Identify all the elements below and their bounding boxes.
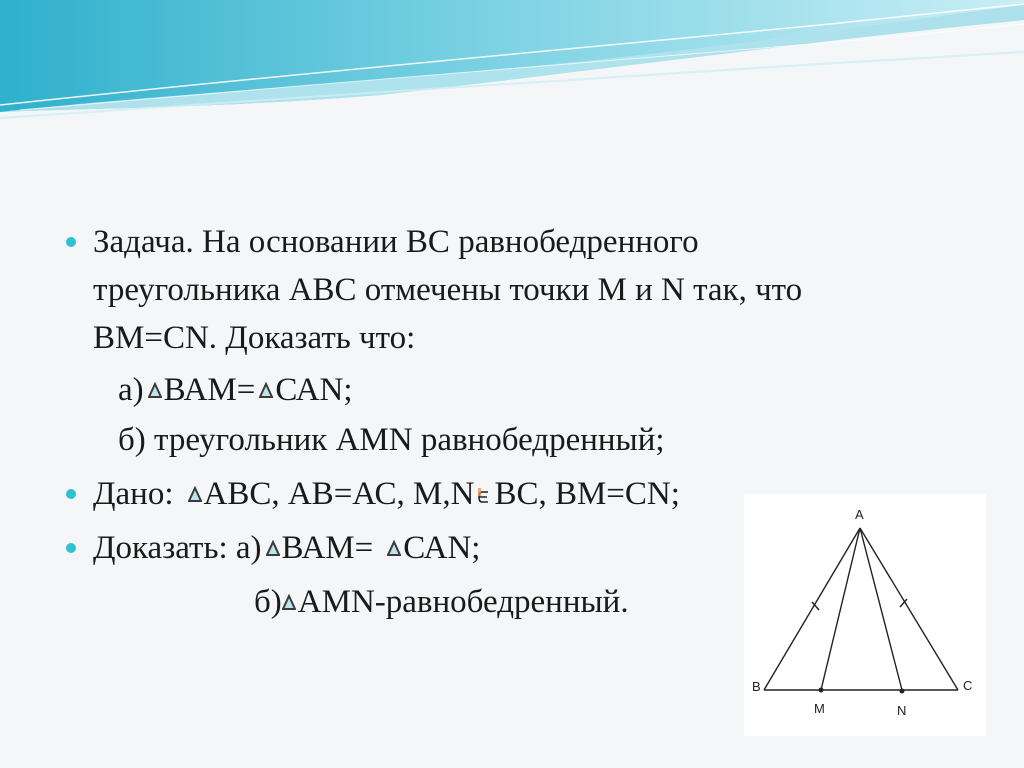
segment-am bbox=[821, 528, 860, 690]
bullet-given bbox=[66, 489, 76, 499]
bullet-task bbox=[66, 237, 76, 247]
label-n: N bbox=[897, 703, 907, 718]
label-m: M bbox=[814, 701, 825, 716]
label-b: B bbox=[752, 679, 761, 694]
bullet-prove bbox=[66, 543, 76, 553]
triangle-icon bbox=[188, 488, 202, 504]
segment-an bbox=[860, 528, 902, 690]
element-of-icon bbox=[478, 488, 488, 504]
label-a: A bbox=[855, 507, 864, 522]
task-line-2: треугольника АВС отмечены точки М и N так, что bbox=[93, 272, 803, 308]
point-m bbox=[819, 688, 824, 693]
label-c: C bbox=[963, 678, 973, 693]
triangle-icon bbox=[259, 384, 273, 400]
task-part-b: б) треугольник АMN равнобедренный; bbox=[118, 422, 665, 458]
triangle-figure bbox=[744, 494, 986, 736]
given-line: Дано: АВС, АВ=АС, М,N ВС, ВМ=СN; bbox=[93, 476, 680, 512]
triangle-icon bbox=[387, 542, 401, 558]
triangle-icon bbox=[266, 542, 280, 558]
side-ac bbox=[860, 528, 958, 690]
task-line-3: ВМ=СN. Доказать что: bbox=[93, 320, 416, 356]
triangle-icon bbox=[148, 384, 162, 400]
triangle-icon bbox=[282, 596, 296, 612]
point-n bbox=[900, 689, 905, 694]
prove-line-a: Доказать: а) ВАМ= САN; bbox=[93, 530, 481, 566]
prove-line-b: б) АMN-равнобедренный. bbox=[254, 584, 629, 620]
task-line-1: Задача. На основании ВС равнобедренного bbox=[93, 224, 699, 260]
task-part-a: а) ВАМ= САN; bbox=[118, 372, 353, 408]
side-ab bbox=[764, 528, 860, 690]
